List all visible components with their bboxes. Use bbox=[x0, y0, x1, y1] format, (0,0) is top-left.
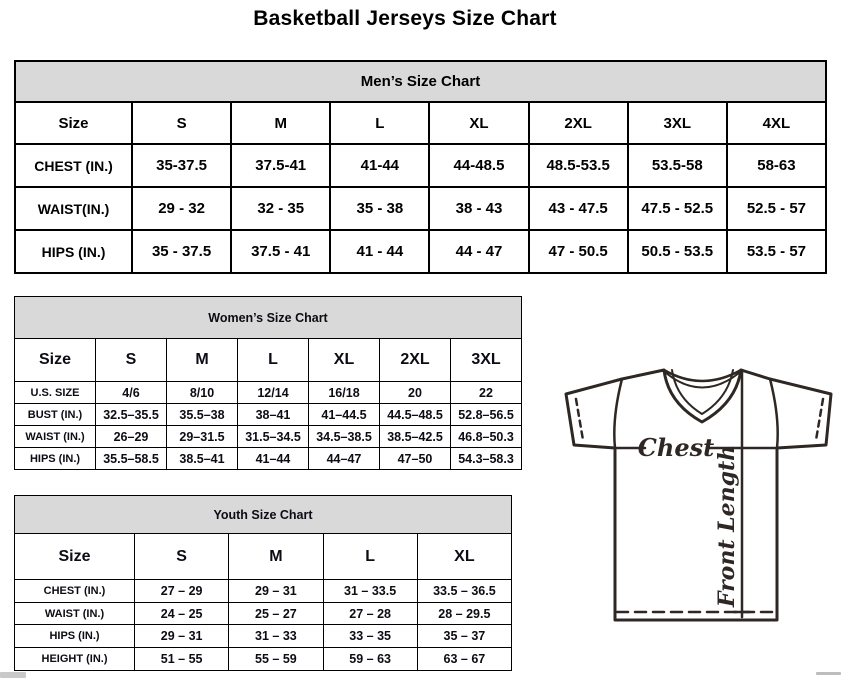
size-value-cell: 22 bbox=[451, 382, 522, 404]
size-value-cell: 41 - 44 bbox=[330, 230, 429, 273]
table-row bbox=[15, 580, 512, 603]
size-value-cell: 52.5 - 57 bbox=[727, 187, 826, 230]
row-label: U.S. SIZE bbox=[15, 382, 96, 404]
size-value-cell: 35 – 37 bbox=[417, 625, 511, 648]
horizontal-scrollbar-right-piece[interactable] bbox=[816, 672, 841, 675]
column-header: M bbox=[167, 339, 238, 382]
size-value-cell: 41-44 bbox=[330, 144, 429, 187]
column-header: XL bbox=[309, 339, 380, 382]
table-row bbox=[15, 625, 512, 648]
size-value-cell: 32.5–35.5 bbox=[96, 404, 167, 426]
column-header: 2XL bbox=[529, 102, 628, 144]
size-value-cell: 59 – 63 bbox=[323, 648, 417, 671]
row-label: HIPS (IN.) bbox=[15, 448, 96, 470]
size-value-cell: 41–44.5 bbox=[309, 404, 380, 426]
size-value-cell: 55 – 59 bbox=[229, 648, 323, 671]
size-value-cell: 51 – 55 bbox=[135, 648, 229, 671]
size-value-cell: 47 - 50.5 bbox=[529, 230, 628, 273]
size-value-cell: 44-48.5 bbox=[429, 144, 528, 187]
row-label: WAIST (IN.) bbox=[15, 426, 96, 448]
size-value-cell: 33.5 – 36.5 bbox=[417, 580, 511, 603]
size-value-cell: 20 bbox=[380, 382, 451, 404]
size-value-cell: 26–29 bbox=[96, 426, 167, 448]
size-value-cell: 46.8–50.3 bbox=[451, 426, 522, 448]
table-row bbox=[15, 187, 826, 230]
size-value-cell: 4/6 bbox=[96, 382, 167, 404]
size-value-cell: 33 – 35 bbox=[323, 625, 417, 648]
chest-label: Chest bbox=[637, 433, 715, 462]
youth-size-chart-table bbox=[14, 495, 512, 671]
size-value-cell: 31.5–34.5 bbox=[238, 426, 309, 448]
horizontal-scrollbar-left-piece[interactable] bbox=[0, 672, 26, 678]
size-value-cell: 31 – 33.5 bbox=[323, 580, 417, 603]
jersey-measurement-diagram bbox=[556, 356, 843, 630]
size-value-cell: 38.5–42.5 bbox=[380, 426, 451, 448]
column-header: M bbox=[231, 102, 330, 144]
size-value-cell: 44–47 bbox=[309, 448, 380, 470]
row-label: WAIST (IN.) bbox=[15, 602, 135, 625]
column-header: 2XL bbox=[380, 339, 451, 382]
size-table bbox=[14, 495, 512, 671]
table-row bbox=[15, 230, 826, 273]
size-value-cell: 47.5 - 52.5 bbox=[628, 187, 727, 230]
table-caption: Women’s Size Chart bbox=[15, 297, 522, 339]
size-value-cell: 12/14 bbox=[238, 382, 309, 404]
size-value-cell: 58-63 bbox=[727, 144, 826, 187]
size-value-cell: 34.5–38.5 bbox=[309, 426, 380, 448]
size-value-cell: 24 – 25 bbox=[135, 602, 229, 625]
size-table bbox=[14, 296, 522, 470]
left-cuff-dashed-line bbox=[576, 399, 583, 440]
size-value-cell: 27 – 28 bbox=[323, 602, 417, 625]
size-value-cell: 63 – 67 bbox=[417, 648, 511, 671]
size-value-cell: 38.5–41 bbox=[167, 448, 238, 470]
column-header: 4XL bbox=[727, 102, 826, 144]
column-header: L bbox=[330, 102, 429, 144]
size-value-cell: 29 – 31 bbox=[229, 580, 323, 603]
size-value-cell: 27 – 29 bbox=[135, 580, 229, 603]
column-header: Size bbox=[15, 102, 132, 144]
size-value-cell: 35-37.5 bbox=[132, 144, 231, 187]
row-label: HEIGHT (IN.) bbox=[15, 648, 135, 671]
row-label: HIPS (IN.) bbox=[15, 230, 132, 273]
size-value-cell: 43 - 47.5 bbox=[529, 187, 628, 230]
size-value-cell: 53.5-58 bbox=[628, 144, 727, 187]
size-value-cell: 37.5-41 bbox=[231, 144, 330, 187]
column-header: Size bbox=[15, 534, 135, 580]
column-header: 3XL bbox=[451, 339, 522, 382]
size-value-cell: 35 - 38 bbox=[330, 187, 429, 230]
size-value-cell: 52.8–56.5 bbox=[451, 404, 522, 426]
size-value-cell: 53.5 - 57 bbox=[727, 230, 826, 273]
size-value-cell: 38–41 bbox=[238, 404, 309, 426]
table-row bbox=[15, 382, 522, 404]
size-value-cell: 54.3–58.3 bbox=[451, 448, 522, 470]
column-header: S bbox=[96, 339, 167, 382]
table-row bbox=[15, 426, 522, 448]
size-value-cell: 31 – 33 bbox=[229, 625, 323, 648]
size-value-cell: 29 – 31 bbox=[135, 625, 229, 648]
column-header: XL bbox=[417, 534, 511, 580]
size-value-cell: 29 - 32 bbox=[132, 187, 231, 230]
table-caption: Youth Size Chart bbox=[15, 496, 512, 534]
size-value-cell: 28 – 29.5 bbox=[417, 602, 511, 625]
table-row bbox=[15, 602, 512, 625]
size-value-cell: 37.5 - 41 bbox=[231, 230, 330, 273]
table-row bbox=[15, 448, 522, 470]
size-value-cell: 35.5–38 bbox=[167, 404, 238, 426]
size-value-cell: 50.5 - 53.5 bbox=[628, 230, 727, 273]
column-header: L bbox=[323, 534, 417, 580]
column-header: 3XL bbox=[628, 102, 727, 144]
size-value-cell: 38 - 43 bbox=[429, 187, 528, 230]
table-row bbox=[15, 144, 826, 187]
column-header: XL bbox=[429, 102, 528, 144]
size-value-cell: 48.5-53.5 bbox=[529, 144, 628, 187]
size-value-cell: 25 – 27 bbox=[229, 602, 323, 625]
row-label: CHEST (IN.) bbox=[15, 580, 135, 603]
womens-size-chart-table bbox=[14, 296, 522, 470]
right-armhole-seam bbox=[770, 379, 778, 448]
row-label: BUST (IN.) bbox=[15, 404, 96, 426]
row-label: CHEST (IN.) bbox=[15, 144, 132, 187]
column-header: L bbox=[238, 339, 309, 382]
size-value-cell: 29–31.5 bbox=[167, 426, 238, 448]
size-value-cell: 35.5–58.5 bbox=[96, 448, 167, 470]
size-table bbox=[14, 60, 827, 274]
front-length-label: Front Length bbox=[714, 444, 740, 608]
row-label: WAIST(IN.) bbox=[15, 187, 132, 230]
mens-size-chart-table bbox=[14, 60, 827, 274]
right-cuff-dashed-line bbox=[816, 399, 823, 440]
size-value-cell: 35 - 37.5 bbox=[132, 230, 231, 273]
jersey-outline bbox=[566, 370, 831, 620]
size-value-cell: 32 - 35 bbox=[231, 187, 330, 230]
size-value-cell: 44.5–48.5 bbox=[380, 404, 451, 426]
size-value-cell: 44 - 47 bbox=[429, 230, 528, 273]
size-value-cell: 47–50 bbox=[380, 448, 451, 470]
size-value-cell: 41–44 bbox=[238, 448, 309, 470]
table-row bbox=[15, 404, 522, 426]
column-header: S bbox=[135, 534, 229, 580]
column-header: M bbox=[229, 534, 323, 580]
size-value-cell: 16/18 bbox=[309, 382, 380, 404]
size-value-cell: 8/10 bbox=[167, 382, 238, 404]
page-title: Basketball Jerseys Size Chart bbox=[253, 7, 557, 30]
column-header: Size bbox=[15, 339, 96, 382]
row-label: HIPS (IN.) bbox=[15, 625, 135, 648]
table-caption: Men’s Size Chart bbox=[15, 61, 826, 102]
column-header: S bbox=[132, 102, 231, 144]
left-armhole-seam bbox=[614, 379, 622, 448]
table-row bbox=[15, 648, 512, 671]
